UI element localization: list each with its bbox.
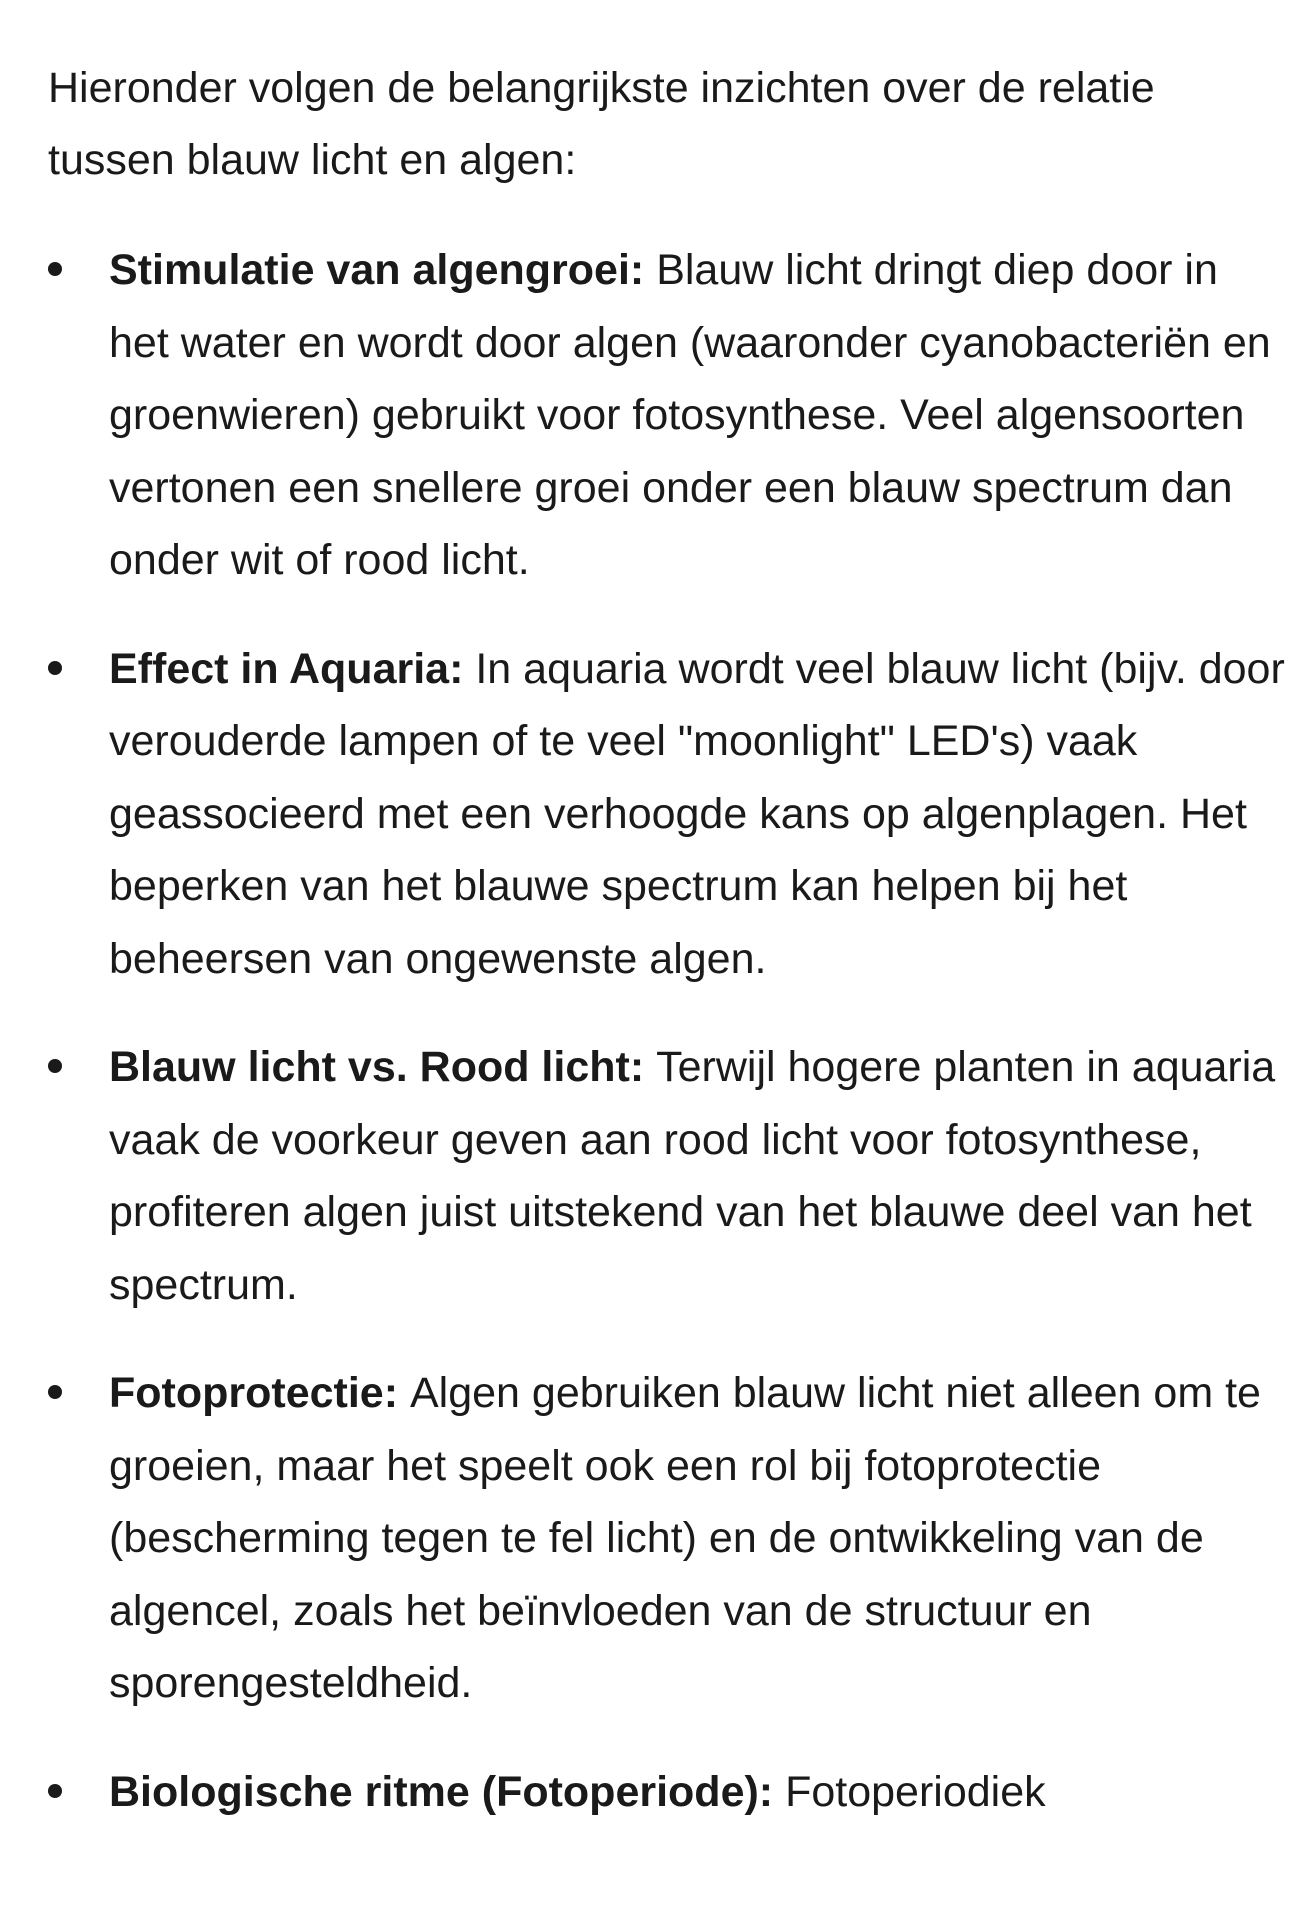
item-term: Blauw licht vs. Rood licht: bbox=[109, 1043, 657, 1091]
item-term: Biologische ritme (Fotoperiode): bbox=[109, 1767, 786, 1816]
bullet-icon bbox=[48, 1784, 62, 1798]
item-text: Terwijl hogere planten in aquaria vaak de voorkeur geven aan rood licht voor fotosynthese, profiteren algen juist uitstekend van het blauwe deel van het spectrum. bbox=[109, 1043, 1276, 1309]
list-item bbox=[48, 1031, 1285, 1321]
bullet-icon bbox=[48, 1385, 62, 1399]
article-content bbox=[48, 52, 1285, 1864]
item-term: Stimulatie van algengroei: bbox=[109, 246, 657, 294]
list-item bbox=[48, 1357, 1285, 1720]
item-term: Effect in Aquaria: bbox=[109, 644, 476, 693]
bullet-icon bbox=[48, 661, 62, 675]
intro-paragraph: Hieronder volgen de belangrijkste inzichten over de relatie tussen blauw licht en algen: bbox=[48, 64, 1155, 184]
bullet-icon bbox=[48, 262, 62, 276]
item-text: In aquaria wordt veel blauw licht (bijv. door verouderde lampen of te veel "moonlight" LED's) vaak geassocieerd met een verhoogde kans op algenplagen. Het beperken van het blauwe spectrum kan helpen bij het beheersen van ongewenste algen. bbox=[109, 644, 1285, 983]
item-text: Fotoperiodiek bbox=[785, 1767, 1046, 1816]
list-item bbox=[48, 1756, 1285, 1829]
item-term: Fotoprotectie: bbox=[109, 1369, 410, 1417]
insights-list bbox=[48, 234, 1285, 1828]
list-item bbox=[48, 633, 1285, 996]
list-item bbox=[48, 234, 1285, 597]
bullet-icon bbox=[48, 1059, 62, 1073]
item-text: Blauw licht dringt diep door in het water en wordt door algen (waaronder cyanobacteriën en groenwieren) gebruikt voor fotosynthese. Veel algensoorten vertonen een snellere groei onder een blauw spectrum dan onder wit of rood licht. bbox=[109, 246, 1271, 584]
item-text: Algen gebruiken blauw licht niet alleen om te groeien, maar het speelt ook een rol bij fotoprotectie (bescherming tegen te fel licht) en de ontwikkeling van de algencel, zoals het beïnvloeden van de structuur en sporengesteldheid. bbox=[109, 1369, 1261, 1707]
